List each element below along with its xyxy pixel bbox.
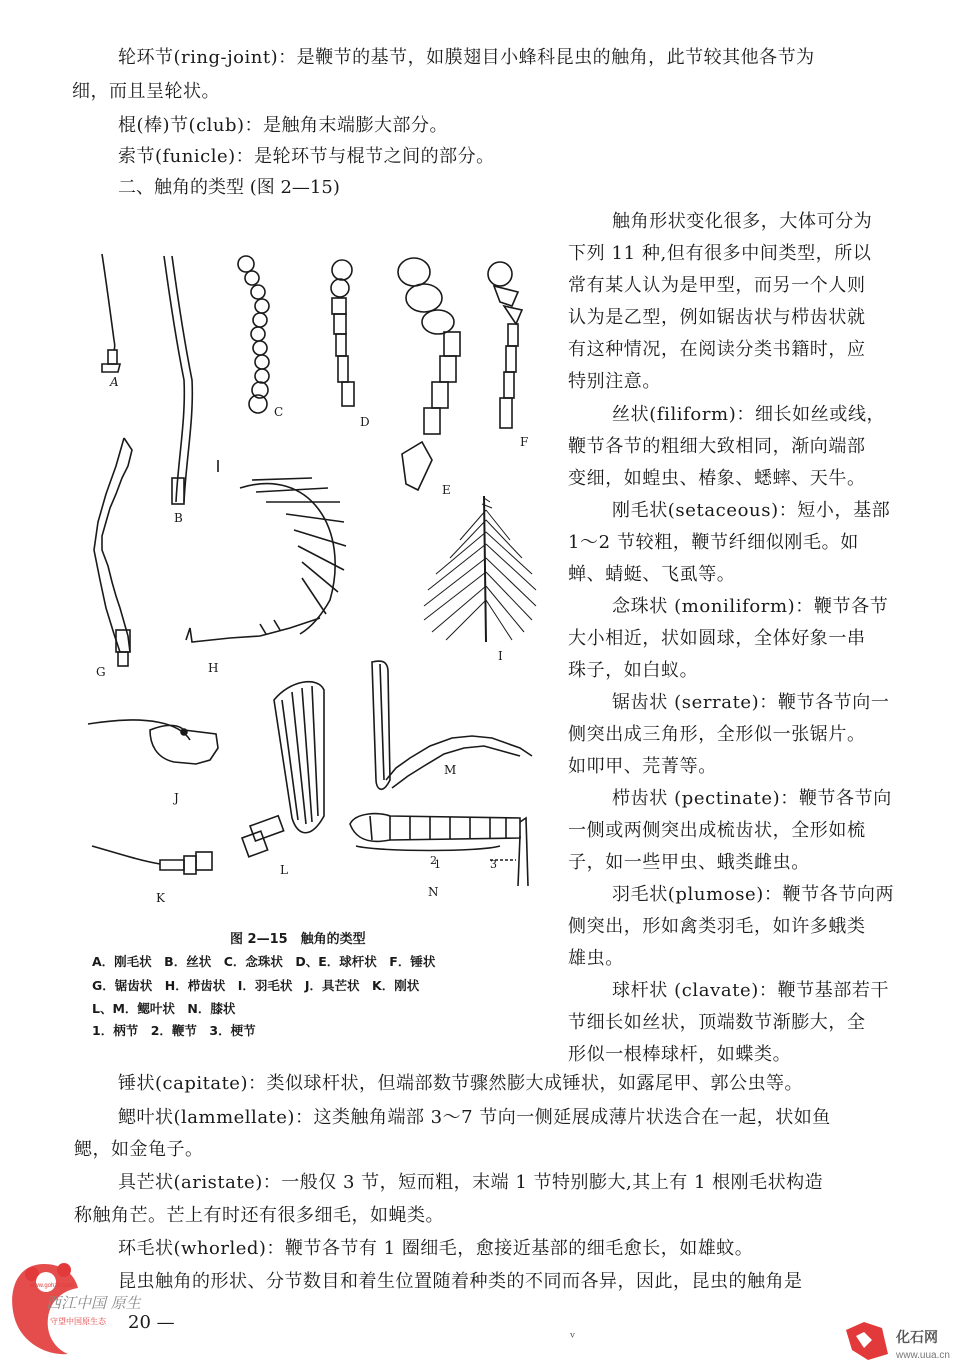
text-line: 环毛状(whorled)：鞭节各节有 1 圈细毛，愈接近基部的细毛愈长，如雄蚊。 bbox=[118, 1238, 754, 1259]
text-line: 轮环节(ring-joint)：是鞭节的基节，如膜翅目小蜂科昆虫的触角，此节较其他各节为 bbox=[118, 47, 815, 68]
text-line: 有这种情况，在阅读分类书籍时，应 bbox=[568, 339, 866, 360]
antenna-l-drawing bbox=[242, 682, 324, 857]
figure-label-e: E bbox=[442, 483, 451, 497]
text-line: 触角形状变化很多，大体可分为 bbox=[612, 211, 873, 232]
figure-legend-line: A．刚毛状 B．丝状 C．念珠状 D、E．球杆状 F．锤状 bbox=[92, 954, 436, 969]
text-line: 羽毛状(plumose)：鞭节各节向两 bbox=[612, 884, 895, 905]
bottom-mark: ᵛ bbox=[570, 1330, 576, 1346]
text-line: 特别注意。 bbox=[568, 371, 661, 392]
figure-label-k: K bbox=[156, 891, 165, 905]
watermark-sub-left: 守望中国原生态 bbox=[50, 1317, 106, 1326]
text-line: 1～2 节较粗，鞭节纤细似刚毛。如 bbox=[568, 532, 859, 553]
text-line: 子，如一些甲虫、蛾类雌虫。 bbox=[568, 852, 810, 873]
figure-label-a: A bbox=[110, 375, 119, 389]
figure-label-g: G bbox=[96, 665, 106, 679]
text-line: 栉齿状 (pectinate)：鞭节各节向 bbox=[612, 788, 892, 809]
watermark-brand-right: 化石网 bbox=[896, 1330, 938, 1346]
antenna-e-drawing bbox=[398, 258, 460, 490]
figure-label-h: H bbox=[208, 661, 219, 675]
antenna-k-drawing bbox=[92, 846, 212, 874]
text-line: 细，而且呈轮状。 bbox=[72, 81, 220, 102]
watermark-url-right: www.uua.cn bbox=[896, 1350, 950, 1361]
antenna-b-drawing bbox=[164, 256, 192, 504]
text-line: 索节(funicle)：是轮环节与棍节之间的部分。 bbox=[118, 146, 495, 167]
text-line: 常有某人认为是甲型，而另一个人则 bbox=[568, 275, 866, 296]
figure-label-b: B bbox=[174, 511, 183, 525]
figure-label-3: 3 bbox=[490, 858, 497, 871]
text-line: 下列 11 种,但有很多中间类型，所以 bbox=[568, 243, 872, 264]
antenna-h-drawing bbox=[186, 478, 346, 642]
antenna-i-drawing bbox=[424, 496, 536, 642]
text-line: 一侧或两侧突出成梳齿状，全形如梳 bbox=[568, 820, 866, 841]
antenna-f-drawing bbox=[488, 262, 522, 428]
watermark-logo-right bbox=[842, 1314, 958, 1364]
figure-label-n: N bbox=[428, 885, 439, 899]
figure-label-d: D bbox=[360, 415, 370, 429]
text-line: 大小相近，状如圆球，全体好象一串 bbox=[568, 628, 866, 649]
text-line: 刚毛状(setaceous)：短小，基部 bbox=[612, 500, 891, 521]
figure-label-2: 2 bbox=[430, 854, 437, 867]
text-line: 球杆状 (clavate)：鞭节基部若干 bbox=[612, 980, 890, 1001]
figure-legend-line: 1．柄节 2．鞭节 3．梗节 bbox=[92, 1023, 256, 1038]
watermark-brand-left: 西江中国 原生 bbox=[46, 1294, 141, 1312]
watermark-logo-left bbox=[6, 1252, 206, 1362]
text-line: 如叩甲、芫菁等。 bbox=[568, 756, 717, 777]
text-line: 珠子，如白蚁。 bbox=[568, 660, 699, 681]
text-line: 侧突出成三角形，全形似一张锯片。 bbox=[568, 724, 866, 745]
antenna-c-drawing bbox=[238, 256, 269, 413]
text-line: 锯齿状 (serrate)：鞭节各节向一 bbox=[612, 692, 890, 713]
antenna-j-drawing bbox=[88, 720, 218, 764]
text-line: 侧突出，形如禽类羽毛，如许多蛾类 bbox=[568, 916, 866, 937]
figure-label-j: J bbox=[174, 791, 179, 805]
watermark-url-left: www.gohzo.com bbox=[30, 1283, 74, 1289]
figure-label-m: M bbox=[444, 763, 457, 777]
text-line: 昆虫触角的形状、分节数目和着生位置随着种类的不同而各异，因此，昆虫的触角是 bbox=[118, 1271, 803, 1292]
text-line: 锤状(capitate)：类似球杆状，但端部数节骤然膨大成锤状，如露尾甲、郭公虫等。 bbox=[118, 1073, 803, 1094]
figure-label-1: 1 bbox=[434, 858, 441, 871]
antenna-g-drawing bbox=[94, 438, 132, 666]
text-line: 丝状(filiform)：细长如丝或线， bbox=[612, 404, 886, 425]
figure-label-l: L bbox=[280, 863, 288, 877]
text-line: 鳃，如金龟子。 bbox=[74, 1139, 204, 1160]
text-line: 鞭节各节的粗细大致相同，渐向端部 bbox=[568, 436, 866, 457]
text-line: 认为是乙型，例如锯齿状与栉齿状就 bbox=[568, 307, 866, 328]
figure-label-i: I bbox=[498, 649, 503, 663]
text-line: 具芒状(aristate)：一般仅 3 节，短而粗，末端 1 节特别膨大,其上有 1 根刚毛状构造 bbox=[118, 1172, 824, 1193]
figure-label-f: F bbox=[520, 435, 529, 449]
antenna-d-drawing bbox=[331, 260, 354, 406]
figure-legend-line: L、M．鳃叶状 N．膝状 bbox=[92, 1001, 236, 1016]
text-line: 念珠状 (moniliform)：鞭节各节 bbox=[612, 596, 889, 617]
text-line: 雄虫。 bbox=[568, 948, 624, 969]
section-heading: 二、触角的类型 (图 2—15) bbox=[118, 177, 340, 198]
antenna-n-drawing bbox=[350, 814, 528, 886]
text-line: 称触角芒。芒上有时还有很多细毛，如蝇类。 bbox=[74, 1205, 444, 1226]
figure-label-c: C bbox=[274, 405, 284, 419]
antenna-a-drawing bbox=[102, 254, 120, 372]
figure-legend-line: G．锯齿状 H．栉齿状 I．羽毛状 J．具芒状 K．刚状 bbox=[92, 978, 420, 993]
text-line: 鳃叶状(lammellate)：这类触角端部 3～7 节向一侧延展成薄片状迭合在一起，状如鱼 bbox=[118, 1107, 831, 1128]
text-line: 变细，如蝗虫、椿象、蟋蟀、天牛。 bbox=[568, 468, 866, 489]
page-number: 20 — bbox=[128, 1312, 175, 1333]
text-line: 形似一根棒球杆，如蝶类。 bbox=[568, 1044, 792, 1065]
text-line: 节细长如丝状，顶端数节渐膨大，全 bbox=[568, 1012, 866, 1033]
text-line: 蝉、蜻蜓、飞虱等。 bbox=[568, 564, 736, 585]
text-line: 棍(棒)节(club)：是触角末端膨大部分。 bbox=[118, 115, 449, 136]
figure-title: 图 2—15 触角的类型 bbox=[230, 932, 366, 947]
antenna-types-figure bbox=[80, 240, 550, 930]
